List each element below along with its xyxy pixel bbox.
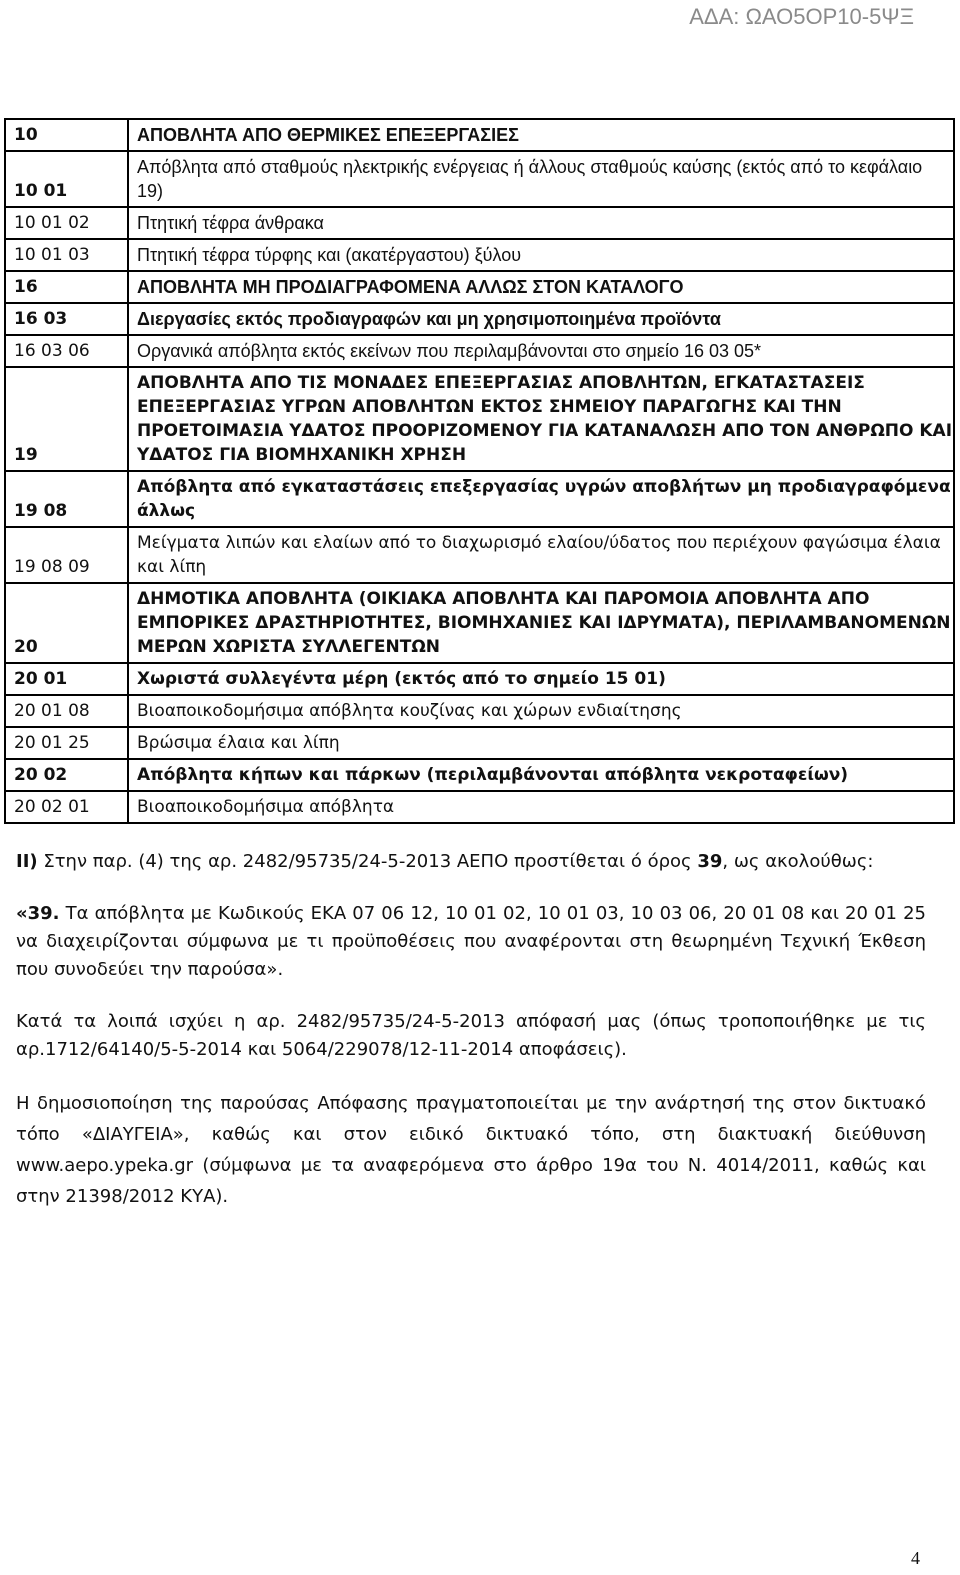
table-row [5, 527, 954, 583]
waste-code: 19 [5, 367, 128, 471]
paragraph-text: , ως ακολούθως: [722, 851, 874, 872]
table-row [5, 239, 954, 271]
table-row [5, 727, 954, 759]
table-row [5, 271, 954, 303]
waste-description: Μείγματα λιπών και ελαίων από το διαχωρισμό ελαίου/ύδατος που περιέχουν φαγώσιμα έλαια και λίπη [128, 527, 954, 583]
waste-description: ΑΠΟΒΛΗΤΑ ΑΠΟ ΘΕΡΜΙΚΕΣ ΕΠΕΞΕΡΓΑΣΙΕΣ [128, 119, 954, 151]
waste-code: 20 [5, 583, 128, 663]
waste-code: 20 01 [5, 663, 128, 695]
waste-code: 19 08 09 [5, 527, 128, 583]
waste-description: ΑΠΟΒΛΗΤΑ ΜΗ ΠΡΟΔΙΑΓΡΑΦΟΜΕΝΑ ΑΛΛΩΣ ΣΤΟΝ ΚΑΤΑΛΟΓΟ [128, 271, 954, 303]
table-row [5, 663, 954, 695]
section-marker: ΙΙ) [16, 851, 38, 872]
waste-code: 20 01 25 [5, 727, 128, 759]
table-row [5, 695, 954, 727]
table-row [5, 791, 954, 823]
table-row [5, 303, 954, 335]
table-row [5, 207, 954, 239]
waste-description: Απόβλητα από σταθμούς ηλεκτρικής ενέργειας ή άλλους σταθμούς καύσης (εκτός από το κεφάλαιο 19) [128, 151, 954, 207]
waste-code: 10 01 02 [5, 207, 128, 239]
table-row [5, 759, 954, 791]
waste-description: Βιοαποικοδομήσιμα απόβλητα [128, 791, 954, 823]
waste-code: 10 01 03 [5, 239, 128, 271]
table-row [5, 151, 954, 207]
waste-description: Πτητική τέφρα τύρφης και (ακατέργαστου) ξύλου [128, 239, 954, 271]
waste-description: ΔΗΜΟΤΙΚΑ ΑΠΟΒΛΗΤΑ (ΟΙΚΙΑΚΑ ΑΠΟΒΛΗΤΑ ΚΑΙ ΠΑΡΟΜΟΙΑ ΑΠΟΒΛΗΤΑ ΑΠΟ ΕΜΠΟΡΙΚΕΣ ΔΡΑΣΤΗΡΙΟΤΗΤΕΣ, ΒΙΟΜΗΧΑΝΙΕΣ ΚΑΙ ΙΔΡΥΜΑΤΑ), ΠΕΡΙΛΑΜΒΑΝΟΜΕΝΩΝ ΜΕΡΩΝ ΧΩΡΙΣΤΑ ΣΥΛΛΕΓΕΝΤΩΝ [128, 583, 954, 663]
paragraph-text: Τα απόβλητα με Κωδικούς ΕΚΑ 07 06 12, 10 01 02, 10 01 03, 10 03 06, 20 01 08 και 20 01 25 να διαχειρίζονται σύμφωνα με τι προϋποθέσεις που αναφέρονται στη θεωρημένη Τεχνική Έκθεση που συνοδεύει την παρούσα». [16, 903, 926, 980]
waste-description: ΑΠΟΒΛΗΤΑ ΑΠΟ ΤΙΣ ΜΟΝΑΔΕΣ ΕΠΕΞΕΡΓΑΣΙΑΣ ΑΠΟΒΛΗΤΩΝ, ΕΓΚΑΤΑΣΤΑΣΕΙΣ ΕΠΕΞΕΡΓΑΣΙΑΣ ΥΓΡΩΝ ΑΠΟΒΛΗΤΩΝ ΕΚΤΟΣ ΣΗΜΕΙΟΥ ΠΑΡΑΓΩΓΗΣ ΚΑΙ ΤΗΝ ΠΡΟΕΤΟΙΜΑΣΙΑ ΥΔΑΤΟΣ ΠΡΟΟΡΙΖΟΜΕΝΟΥ ΓΙΑ ΚΑΤΑΝΑΛΩΣΗ ΑΠΟ ΤΟΝ ΑΝΘΡΩΠΟ ΚΑΙ ΥΔΑΤΟΣ ΓΙΑ ΒΙΟΜΗΧΑΝΙΚΗ ΧΡΗΣΗ [128, 367, 954, 471]
paragraph-publication: Η δημοσιοποίηση της παρούσας Απόφασης πραγματοποιείται με την ανάρτησή της στον δικτυακό τόπο «ΔΙΑΥΓΕΙΑ», καθώς και στον ειδικό δικτυακό τόπο, στη διακτυακή διεύθυνση www.aepo.ypeka.gr (σύμφωνα με τα αναφερόμενα στο άρθρο 19α του Ν. 4014/2011, καθώς και στην 21398/2012 ΚΥΑ). [16, 1093, 926, 1207]
table-row [5, 335, 954, 367]
waste-description: Πτητική τέφρα άνθρακα [128, 207, 954, 239]
waste-code: 20 02 01 [5, 791, 128, 823]
paragraph-term-39 [16, 900, 926, 984]
paragraph-term-addition [16, 848, 926, 876]
page-number: 4 [911, 1548, 920, 1568]
waste-description: Απόβλητα κήπων και πάρκων (περιλαμβάνονται απόβλητα νεκροταφείων) [128, 759, 954, 791]
table-row [5, 471, 954, 527]
waste-code: 16 03 06 [5, 335, 128, 367]
term-number: 39 [697, 851, 723, 872]
waste-code: 19 08 [5, 471, 128, 527]
paragraph-text: Στην παρ. (4) της αρ. 2482/95735/24-5-2013 ΑΕΠΟ προστίθεται ό όρος [37, 851, 698, 872]
waste-code: 20 02 [5, 759, 128, 791]
waste-description: Βρώσιμα έλαια και λίπη [128, 727, 954, 759]
table-row [5, 119, 954, 151]
term-label: «39. [16, 903, 60, 924]
waste-description: Διεργασίες εκτός προδιαγραφών και μη χρησιμοποιημένα προϊόντα [128, 303, 954, 335]
waste-code: 16 03 [5, 303, 128, 335]
table-row [5, 367, 954, 471]
waste-code: 10 01 [5, 151, 128, 207]
waste-code: 10 [5, 119, 128, 151]
paragraph-remaining-terms: Κατά τα λοιπά ισχύει η αρ. 2482/95735/24-5-2013 απόφασή μας (όπως τροποποιήθηκε με τις αρ.1712/64140/5-5-2014 και 5064/229078/12-11-2014 αποφάσεις). [16, 1011, 926, 1060]
ada-header: ΑΔΑ: ΩΑΟ5ΟΡ10-5ΨΞ [689, 4, 914, 29]
waste-code: 16 [5, 271, 128, 303]
waste-code-table [4, 118, 955, 824]
waste-description: Βιοαποικοδομήσιμα απόβλητα κουζίνας και χώρων ενδιαίτησης [128, 695, 954, 727]
waste-description: Χωριστά συλλεγέντα μέρη (εκτός από το σημείο 15 01) [128, 663, 954, 695]
waste-code: 20 01 08 [5, 695, 128, 727]
waste-description: Οργανικά απόβλητα εκτός εκείνων που περιλαμβάνονται στο σημείο 16 03 05* [128, 335, 954, 367]
waste-description: Απόβλητα από εγκαταστάσεις επεξεργασίας υγρών αποβλήτων μη προδιαγραφόμενα άλλως [128, 471, 954, 527]
table-row [5, 583, 954, 663]
